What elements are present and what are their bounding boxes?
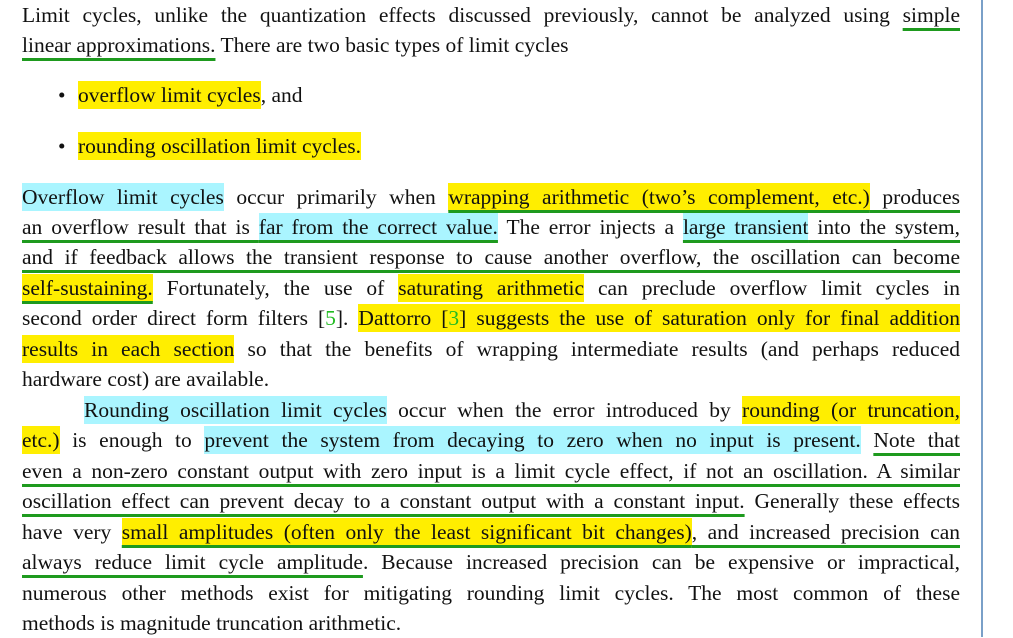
text-span: Limit cycles, unlike the quantization effects discussed previously, cannot be analyzed using: [22, 3, 903, 27]
text-span: Note that: [873, 428, 960, 452]
text-span: an overflow result that is: [22, 215, 259, 239]
highlighted-text: saturating arithmetic: [398, 276, 585, 300]
text-span: is enough to: [59, 428, 205, 452]
text-span: have very: [22, 520, 122, 544]
text-line: [22, 547, 960, 577]
text-span: and if feedback allows the transient response to cause another overflow, the oscillation can become: [22, 245, 960, 269]
highlighted-text: Rounding oscillation limit cycles: [84, 398, 387, 422]
text-line: [22, 425, 960, 455]
highlighted-text: self-sustaining.: [22, 276, 153, 300]
text-line: [22, 456, 960, 486]
highlighted-text: wrapping arithmetic (two’s complement, etc.): [448, 185, 870, 209]
text-line: [22, 30, 960, 60]
highlighted-text: far from the correct value.: [258, 215, 498, 239]
right-margin-rule: [981, 0, 983, 637]
bullet-marker: •: [58, 134, 66, 158]
highlighted-text: rounding (or truncation,: [742, 398, 960, 422]
text-span: linear approximations.: [22, 33, 216, 57]
text-span: methods is magnitude truncation arithmetic.: [22, 611, 402, 635]
text-line: [22, 273, 960, 303]
text-line: [84, 395, 960, 425]
text-span: second order direct form filters [: [22, 306, 326, 330]
text-line: [22, 212, 960, 242]
highlighted-text: etc.): [22, 428, 60, 452]
text-span: The error injects a: [497, 215, 683, 239]
bullet-marker: •: [58, 83, 66, 107]
highlighted-text: ] suggests the use of saturation only for final addition: [459, 306, 960, 330]
highlighted-text: Dattorro [: [358, 306, 449, 330]
text-span: into the system,: [808, 215, 960, 239]
citation-link[interactable]: 3: [448, 306, 460, 330]
text-line: [78, 80, 960, 110]
text-span: so that the benefits of wrapping intermediate results (and perhaps reduced: [234, 337, 960, 361]
text-line: [22, 303, 960, 333]
text-span: always reduce limit cycle amplitude: [22, 550, 363, 574]
text-span: even a non-zero constant output with zero input is a limit cycle effect, if not an oscillation. A similar: [22, 459, 960, 483]
citation-link[interactable]: 5: [325, 306, 336, 330]
text-span: [861, 426, 874, 454]
text-line: [22, 0, 960, 30]
text-span: , and increased precision can: [691, 520, 960, 544]
highlighted-text: large transient: [682, 215, 809, 239]
text-span: Generally these effects: [744, 489, 960, 513]
highlighted-text: overflow limit cycles: [78, 83, 261, 107]
text-span: oscillation effect can prevent decay to a constant output with a constant input.: [22, 489, 745, 513]
text-span: . Because increased precision can be expensive or impractical,: [362, 550, 960, 574]
text-line: [22, 334, 960, 364]
text-span: simple: [902, 3, 960, 27]
text-line: [22, 517, 960, 547]
text-line: [78, 131, 960, 161]
highlighted-text: small amplitudes (often only the least significant bit changes): [121, 520, 692, 544]
text-span: occur primarily when: [223, 185, 449, 209]
text-span: numerous other methods exist for mitigating rounding limit cycles. The most common of these: [22, 581, 960, 605]
text-span: , and: [260, 83, 303, 107]
highlighted-text: results in each section: [22, 337, 235, 361]
text-line: [22, 242, 960, 272]
text-span: hardware cost) are available.: [22, 367, 270, 391]
text-line: [22, 608, 960, 638]
text-span: can preclude overflow limit cycles in: [584, 276, 961, 300]
text-line: [22, 578, 960, 608]
text-span: Fortunately, the use of: [152, 276, 399, 300]
text-line: [22, 182, 960, 212]
text-span: There are two basic types of limit cycles: [215, 33, 569, 57]
text-line: [22, 486, 960, 516]
highlighted-text: prevent the system from decaying to zero when no input is present.: [204, 428, 861, 452]
text-line: [22, 364, 960, 394]
text-span: occur when the error introduced by: [386, 398, 743, 422]
text-span: produces: [869, 185, 960, 209]
text-span: ].: [335, 306, 359, 330]
highlighted-text: rounding oscillation limit cycles.: [78, 134, 362, 158]
highlighted-text: Overflow limit cycles: [22, 185, 224, 209]
